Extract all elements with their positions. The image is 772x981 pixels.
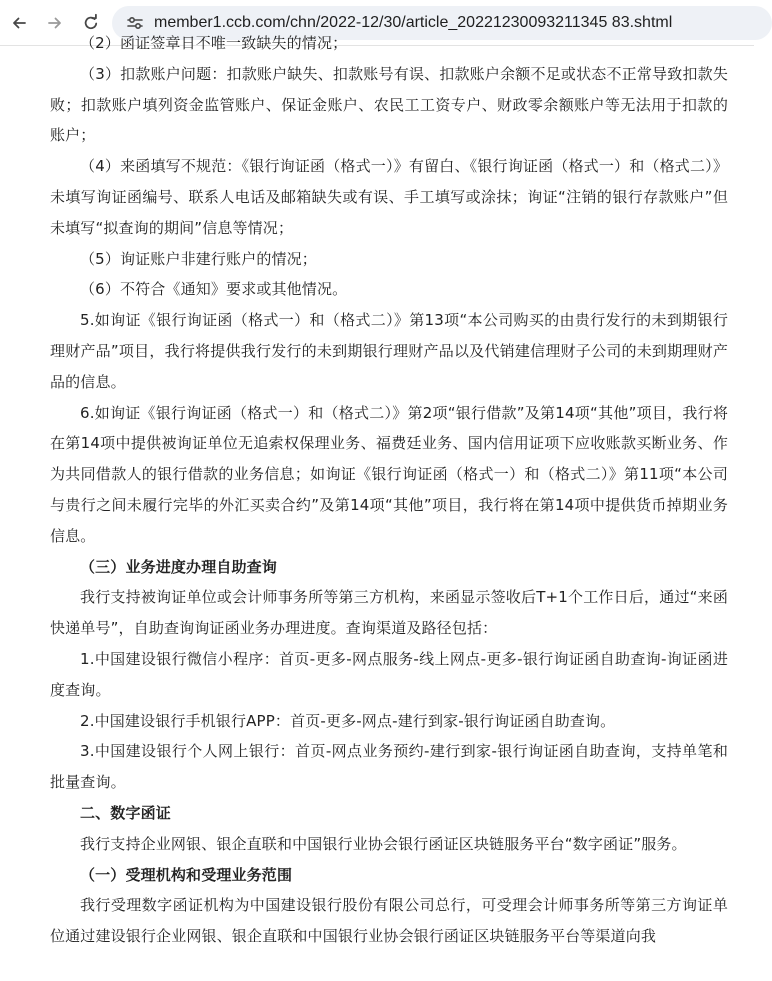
paragraph: 我行支持被询证单位或会计师事务所等第三方机构，来函显示签收后T+1个工作日后，通过“来函快递单号”，自助查询询证函业务办理进度。查询渠道及路径包括： bbox=[50, 588, 728, 638]
paragraph: 5.如询证《银行询证函（格式一）和（格式二）》第13项“本公司购买的由贵行发行的未到期银行理财产品”项目，我行将提供我行发行的未到期银行理财产品以及代销建信理财子公司的未到期理财产品的信息。 bbox=[50, 311, 728, 391]
article-body bbox=[50, 28, 728, 952]
paragraph: （5）询证账户非建行账户的情况； bbox=[80, 249, 317, 268]
paragraph: （6）不符合《通知》要求或其他情况。 bbox=[80, 280, 348, 299]
page-content bbox=[0, 34, 754, 981]
back-button[interactable] bbox=[4, 8, 34, 38]
paragraph: （4）来函填写不规范：《银行询证函（格式一）》有留白、《银行询证函（格式一）和（格式二）》未填写询证函编号、联系人电话及邮箱缺失或有误、手工填写或涂抹；询证“注销的银行存款账户”但未填写“拟查询的期间”信息等情况； bbox=[50, 157, 728, 237]
paragraph: （3）扣款账户问题：扣款账户缺失、扣款账号有误、扣款账户余额不足或状态不正常导致扣款失败；扣款账户填列资金监管账户、保证金账户、农民工工资专户、财政零余额账户等无法用于扣款的账户； bbox=[50, 64, 728, 145]
url-text[interactable]: member1.ccb.com/chn/2022-12/30/article_20221230093211345 83.shtml bbox=[154, 14, 673, 31]
paragraph: 我行受理数字函证机构为中国建设银行股份有限公司总行，可受理会计师事务所等第三方询证单位通过建设银行企业网银、银企直联和中国银行业协会银行函证区块链服务平台等渠道向我 bbox=[50, 896, 728, 946]
section-heading: （三）业务进度办理自助查询 bbox=[80, 557, 277, 576]
section-heading: 二、数字函证 bbox=[80, 803, 171, 822]
paragraph: 我行支持企业网银、银企直联和中国银行业协会银行函证区块链服务平台“数字函证”服务。 bbox=[80, 834, 687, 853]
paragraph: （2）函证签章日不唯一致缺失的情况； bbox=[80, 34, 348, 52]
paragraph: 1.中国建设银行微信小程序：首页-更多-网点服务-线上网点-更多-银行询证函自助查询-询证函进度查询。 bbox=[50, 649, 728, 699]
paragraph: 6.如询证《银行询证函（格式一）和（格式二）》第2项“银行借款”及第14项“其他”项目，我行将在第14项中提供被询证单位无追索权保理业务、福费廷业务、国内信用证项下应收账款买断业务、作为共同借款人的银行借款的业务信息；如询证《银行询证函（格式一）和（格式二）》第11项“本公司与贵行之间未履行完毕的外汇买卖合约”及第14项“其他”项目，我行将在第14项中提供货币掉期业务信息。 bbox=[50, 403, 728, 545]
paragraph: 3.中国建设银行个人网上银行：首页-网点业务预约-建行到家-银行询证函自助查询，支持单笔和批量查询。 bbox=[50, 742, 728, 792]
paragraph: 2.中国建设银行手机银行APP：首页-更多-网点-建行到家-银行询证函自助查询。 bbox=[80, 711, 616, 730]
arrow-left-icon bbox=[10, 14, 28, 32]
section-heading: （一）受理机构和受理业务范围 bbox=[80, 865, 293, 884]
